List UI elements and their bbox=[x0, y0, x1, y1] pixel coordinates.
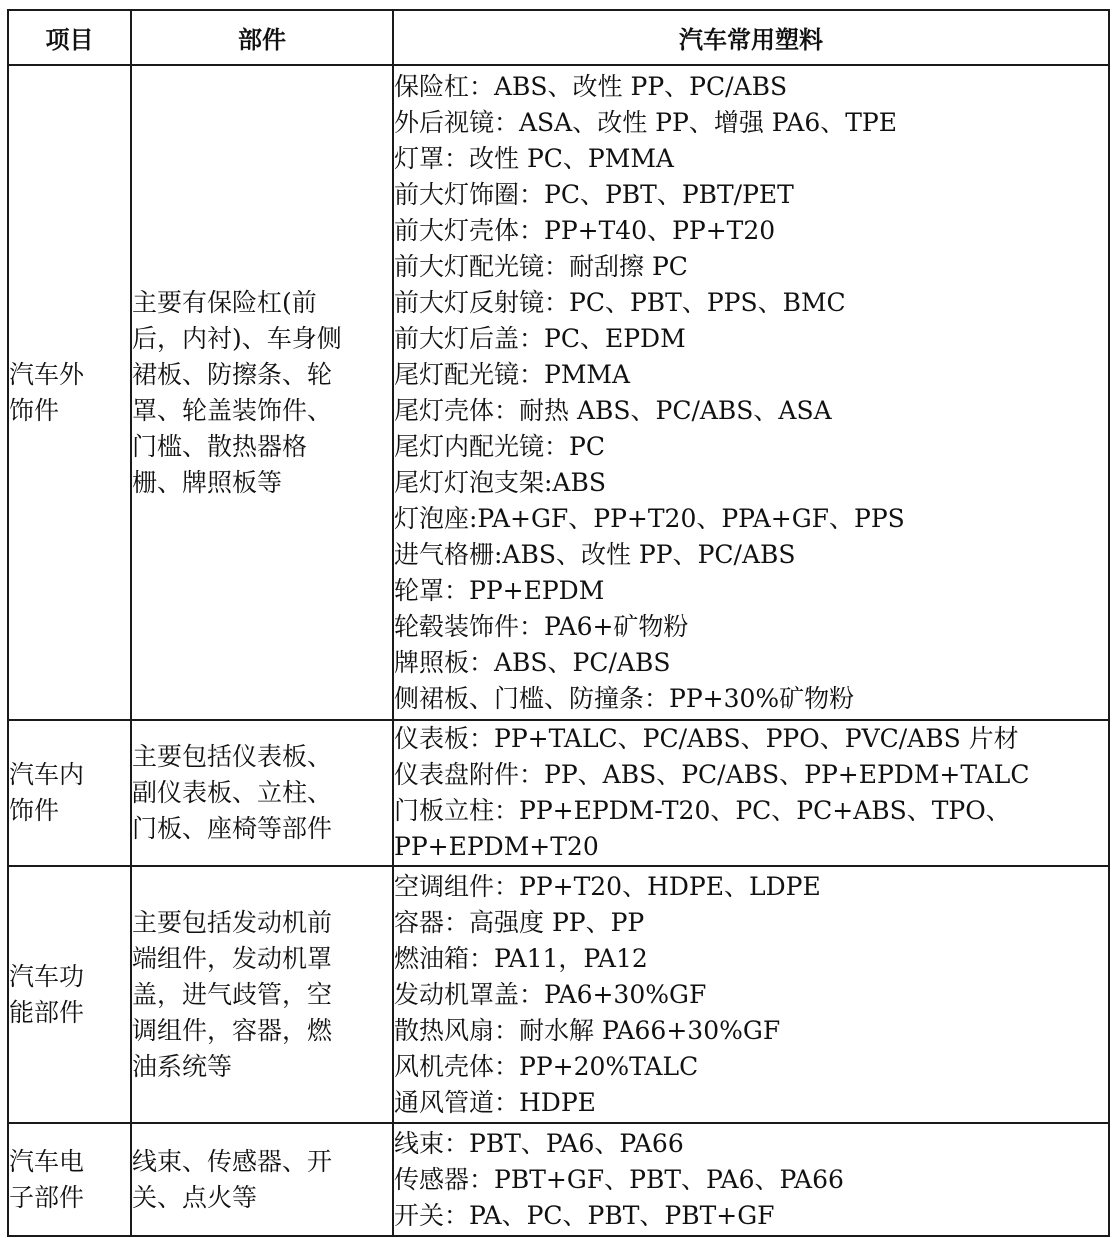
header-parts: 部件 bbox=[131, 10, 393, 65]
category-line: 汽车电 bbox=[9, 1146, 85, 1176]
category-cell bbox=[8, 720, 131, 866]
parts-line: 门槛、散热器格 bbox=[132, 431, 308, 461]
plastic-line: 仪表盘附件：PP、ABS、PC/ABS、PP+EPDM+TALC bbox=[394, 760, 1030, 789]
parts-line: 栅、牌照板等 bbox=[132, 467, 283, 497]
parts-cell bbox=[131, 1123, 393, 1236]
plastic-line: 进气格栅:ABS、改性 PP、PC/ABS bbox=[394, 539, 796, 569]
parts-line: 副仪表板、立柱、 bbox=[132, 778, 333, 807]
parts-line: 罩、轮盖装饰件、 bbox=[132, 395, 333, 425]
plastic-line: 灯罩：改性 PC、PMMA bbox=[394, 143, 674, 173]
plastic-line: 前大灯后盖：PC、EPDM bbox=[394, 323, 686, 353]
parts-line: 裙板、防擦条、轮 bbox=[132, 359, 333, 389]
parts-cell bbox=[131, 720, 393, 866]
parts-line: 线束、传感器、开 bbox=[132, 1146, 333, 1176]
category-line: 汽车功 bbox=[9, 961, 85, 991]
header-item: 项目 bbox=[8, 10, 131, 65]
plastic-line: 仪表板：PP+TALC、PC/ABS、PPO、PVC/ABS 片材 bbox=[394, 724, 1019, 753]
category-line: 能部件 bbox=[9, 997, 85, 1027]
category-cell bbox=[8, 1123, 131, 1236]
category-cell bbox=[8, 65, 131, 720]
plastic-line: 通风管道：HDPE bbox=[394, 1087, 596, 1117]
plastics-cell bbox=[393, 1123, 1109, 1236]
parts-line: 调组件，容器，燃 bbox=[132, 1015, 333, 1045]
parts-line: 盖，进气歧管，空 bbox=[132, 979, 333, 1009]
plastic-line: 轮毂装饰件：PA6+矿物粉 bbox=[394, 611, 689, 641]
plastic-line: 散热风扇：耐水解 PA66+30%GF bbox=[394, 1015, 781, 1045]
plastic-line: 牌照板：ABS、PC/ABS bbox=[394, 647, 671, 677]
header-plastics: 汽车常用塑料 bbox=[393, 10, 1109, 65]
category-line: 子部件 bbox=[9, 1182, 85, 1212]
plastic-line: 前大灯壳体：PP+T40、PP+T20 bbox=[394, 215, 776, 245]
category-line: 饰件 bbox=[9, 796, 60, 825]
plastic-line: 侧裙板、门槛、防撞条：PP+30%矿物粉 bbox=[394, 683, 855, 713]
plastic-line: 尾灯灯泡支架:ABS bbox=[394, 467, 606, 497]
category-line: 汽车内 bbox=[9, 760, 85, 789]
parts-line: 关、点火等 bbox=[132, 1182, 258, 1212]
plastic-line: 空调组件：PP+T20、HDPE、LDPE bbox=[394, 871, 821, 901]
plastic-line: 轮罩：PP+EPDM bbox=[394, 575, 605, 605]
table-row bbox=[8, 866, 1109, 1123]
plastics-cell bbox=[393, 65, 1109, 720]
plastic-line: 线束：PBT、PA6、PA66 bbox=[394, 1128, 684, 1158]
category-cell bbox=[8, 866, 131, 1123]
plastic-line: 前大灯饰圈：PC、PBT、PBT/PET bbox=[394, 179, 794, 209]
parts-line: 门板、座椅等部件 bbox=[132, 814, 333, 843]
plastic-line: PP+EPDM+T20 bbox=[394, 832, 599, 861]
plastic-line: 外后视镜：ASA、改性 PP、增强 PA6、TPE bbox=[394, 107, 898, 137]
plastic-line: 门板立柱：PP+EPDM-T20、PC、PC+ABS、TPO、 bbox=[394, 796, 1011, 825]
table-row bbox=[8, 720, 1109, 866]
header-row bbox=[8, 10, 1109, 65]
plastic-line: 发动机罩盖：PA6+30%GF bbox=[394, 979, 707, 1009]
parts-line: 后，内衬)、车身侧 bbox=[132, 323, 342, 353]
category-line: 汽车外 bbox=[9, 359, 85, 389]
plastic-line: 尾灯内配光镜：PC bbox=[394, 431, 605, 461]
plastic-line: 前大灯配光镜：耐刮擦 PC bbox=[394, 251, 688, 281]
parts-line: 主要有保险杠(前 bbox=[132, 287, 317, 317]
plastics-cell bbox=[393, 720, 1109, 866]
parts-line: 端组件，发动机罩 bbox=[132, 943, 333, 973]
table-row bbox=[8, 1123, 1109, 1236]
parts-line: 主要包括仪表板、 bbox=[132, 742, 333, 771]
plastic-line: 风机壳体：PP+20%TALC bbox=[394, 1051, 699, 1081]
plastic-line: 前大灯反射镜：PC、PBT、PPS、BMC bbox=[394, 287, 846, 317]
plastic-line: 传感器：PBT+GF、PBT、PA6、PA66 bbox=[394, 1164, 844, 1194]
parts-cell bbox=[131, 65, 393, 720]
plastic-line: 保险杠：ABS、改性 PP、PC/ABS bbox=[394, 71, 788, 101]
plastics-cell bbox=[393, 866, 1109, 1123]
plastic-line: 燃油箱：PA11，PA12 bbox=[394, 943, 648, 973]
parts-line: 油系统等 bbox=[132, 1051, 233, 1081]
plastic-line: 开关：PA、PC、PBT、PBT+GF bbox=[394, 1200, 775, 1230]
table-row bbox=[8, 65, 1109, 720]
plastics-table bbox=[7, 9, 1110, 1237]
plastic-line: 灯泡座:PA+GF、PP+T20、PPA+GF、PPS bbox=[394, 503, 905, 533]
parts-line: 主要包括发动机前 bbox=[132, 907, 333, 937]
plastic-line: 尾灯配光镜：PMMA bbox=[394, 359, 631, 389]
plastic-line: 尾灯壳体：耐热 ABS、PC/ABS、ASA bbox=[394, 395, 832, 425]
category-line: 饰件 bbox=[9, 395, 60, 425]
plastic-line: 容器：高强度 PP、PP bbox=[394, 907, 645, 937]
parts-cell bbox=[131, 866, 393, 1123]
